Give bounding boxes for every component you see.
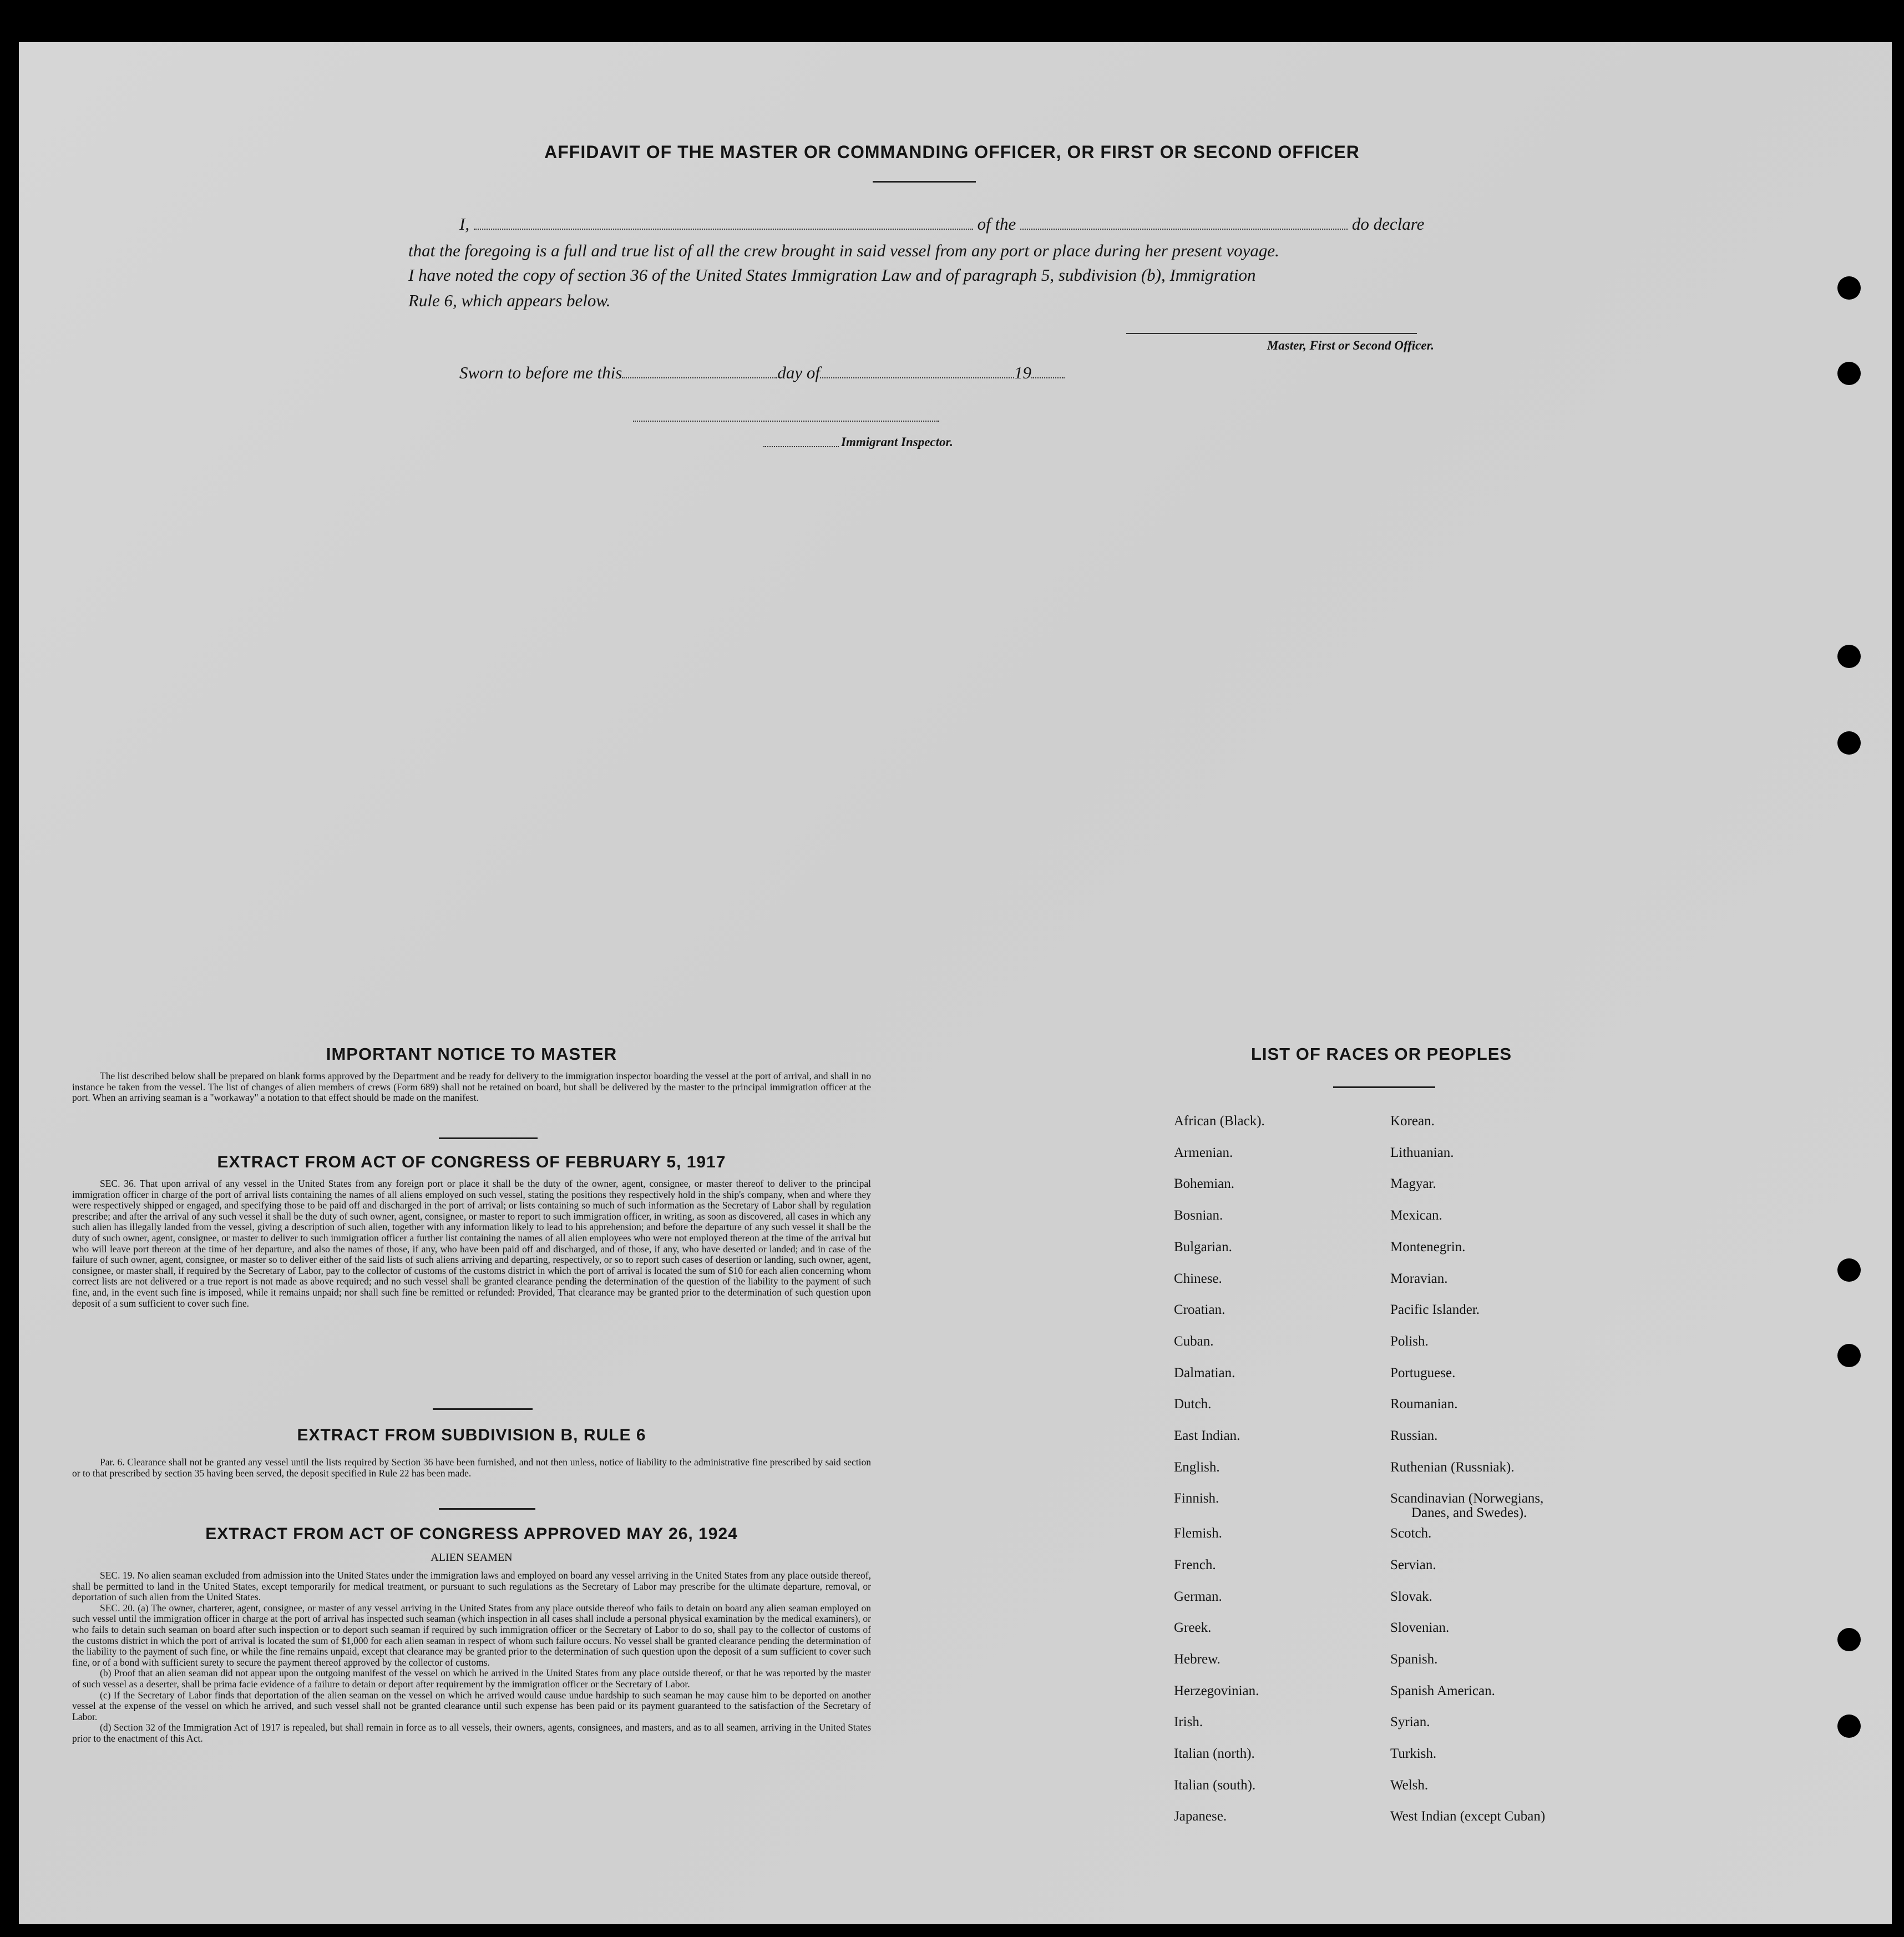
race-item: Lithuanian. (1390, 1145, 1454, 1160)
declarant-prefix: I, (459, 214, 470, 234)
race-item: Danes, and Swedes). (1411, 1505, 1527, 1521)
extract-1924-title: EXTRACT FROM ACT OF CONGRESS APPROVED MAY 26, 1924 (205, 1525, 738, 1543)
race-item: Herzegovinian. (1174, 1683, 1259, 1698)
extract-rule6-text: Par. 6. Clearance shall not be granted any vessel until the lists required by Section 36 have been furnished, and not then unless, notice of liability to the administrative fine prescribed by said section or to that prescribed by section 35 having been served, the deposit specified in Rule 22 has been made. (72, 1456, 871, 1479)
punch-hole (1837, 645, 1861, 668)
sworn-prefix: Sworn to before me this (459, 363, 622, 382)
of-the-label: of the (977, 214, 1016, 234)
punch-hole (1837, 1258, 1861, 1282)
race-item: Hebrew. (1174, 1651, 1221, 1667)
race-item: Scotch. (1390, 1526, 1432, 1541)
race-item: Spanish. (1390, 1651, 1438, 1667)
inspector-signature-line (633, 421, 939, 422)
declaration-line-2: that the foregoing is a full and true list of all the crew brought in said vessel from any port or place during her present voyage. (408, 241, 1279, 260)
extract-1917-title: EXTRACT FROM ACT OF CONGRESS OF FEBRUARY 5, 1917 (217, 1153, 726, 1171)
extract-rule6-title: EXTRACT FROM SUBDIVISION B, RULE 6 (297, 1426, 646, 1444)
race-item: Moravian. (1390, 1271, 1448, 1286)
title-underline (873, 181, 976, 183)
extract-1924-body (72, 1570, 871, 1744)
race-item: English. (1174, 1459, 1220, 1475)
race-item: Pacific Islander. (1390, 1302, 1480, 1318)
sec-19-text: SEC. 19. No alien seaman excluded from admission into the United States under the immigration laws and employed on board any vessel arriving in the United States from any place outside thereof, shall be permitted to land in the United States, except temporarily for medical treatment, or pursuant to such regulations as the Secretary of Labor may prescribe for the ultimate departure, removal, or deportation of such alien from the United States. (72, 1570, 871, 1603)
race-item: Italian (north). (1174, 1746, 1255, 1761)
declarant-name-blank (474, 229, 973, 230)
race-item: Korean. (1390, 1114, 1435, 1129)
sworn-year-blank (1031, 377, 1065, 378)
races-title: LIST OF RACES OR PEOPLES (1250, 1044, 1512, 1064)
document-sheet (19, 42, 1892, 1924)
race-item: Irish. (1174, 1715, 1203, 1730)
inspector-dots (763, 446, 839, 447)
race-item: Portuguese. (1390, 1365, 1456, 1380)
sec-20b-text: (b) Proof that an alien seaman did not appear upon the outgoing manifest of the vessel on which he arrived in the United States from any place outside thereof, or that he was reported by the master of such vessel as a deserter, shall be prima facie evidence of a failure to detain or deport after requirement by the immigration officer or the Secretary of Labor. (72, 1667, 871, 1690)
punch-hole (1837, 731, 1861, 755)
declaration-line-1 (459, 214, 1441, 234)
sworn-line (459, 363, 1181, 383)
race-item: Mexican. (1390, 1208, 1442, 1223)
race-item: Turkish. (1390, 1746, 1437, 1761)
race-item: Scandinavian (Norwegians, (1390, 1491, 1544, 1506)
inspector-caption: Immigrant Inspector. (841, 435, 953, 449)
punch-hole (1837, 276, 1861, 300)
race-item: Russian. (1390, 1428, 1438, 1443)
do-declare-label: do declare (1351, 214, 1425, 234)
divider-2 (433, 1408, 533, 1410)
sworn-month-blank (820, 377, 1014, 378)
race-item: Armenian. (1174, 1145, 1233, 1160)
race-item: Greek. (1174, 1620, 1212, 1636)
race-item: Chinese. (1174, 1271, 1222, 1286)
extract-1917-text: SEC. 36. That upon arrival of any vessel in the United States from any foreign port or place it shall be the duty of the owner, agent, consignee, or master thereof to deliver to the principal immigration officer in charge of the port of arrival lists containing the names of all aliens employed on such vessel, stating the positions they respectively hold in the ship's company, when and where they were respectively shipped or engaged, and specifying those to be paid off and discharged in the port of arrival; or lists containing so much of such information as the Secretary of Labor shall by regulation prescribe; and after the arrival of any such vessel it shall be the duty of such owner, agent, consignee, or master to report to such immigration officer, in writing, as soon as discovered, all cases in which any such alien has illegally landed from the vessel, giving a description of such alien, together with any information likely to lead to his apprehension; and before the departure of any such vessel it shall be the duty of such owner, agent, consignee, or master to deliver to such immigration officer a further list containing the names of all alien employees who were not employed thereon at the time of the arrival but who will leave port thereon at the time of her departure, and also the names of those, if any, who have been paid off and discharged, and of those, if any, who have deserted or landed; and in case of the failure of such owner, agent, consignee, or master so to deliver either of the said lists of such aliens arriving and departing, respectively, or so to report such cases of desertion or landing, such owner, agent, consignee, or master shall, if required by the Secretary of Labor, pay to the collector of customs of the customs district in which the port of arrival is located the sum of $10 for each alien concerning whom correct lists are not delivered or a true report is not made as above required; and no such vessel shall be granted clearance pending the determination of the question of the liability to the payment of such fine, and, in the event such fine is imposed, while it remains unpaid; nor shall such fine be remitted or refunded: Provided, That clearance may be granted prior to the determination of such question upon deposit of a sum sufficient to cover such fine. (72, 1178, 871, 1309)
punch-hole (1837, 1715, 1861, 1738)
declaration-line-4: Rule 6, which appears below. (408, 291, 611, 310)
vessel-name-blank (1020, 229, 1348, 230)
race-item: Syrian. (1390, 1715, 1430, 1730)
sec-20d-text: (d) Section 32 of the Immigration Act of 1917 is repealed, but shall remain in force as to all vessels, their owners, agents, consignees, and masters, and as to all seamen, arriving in the United States prior to the enactment of this Act. (72, 1722, 871, 1744)
race-item: East Indian. (1174, 1428, 1240, 1443)
race-item: Finnish. (1174, 1491, 1219, 1506)
affidavit-title: AFFIDAVIT OF THE MASTER OR COMMANDING OFFICER, OR FIRST OR SECOND OFFICER (544, 142, 1360, 162)
race-item: Ruthenian (Russniak). (1390, 1459, 1515, 1475)
year-prefix: 19 (1014, 363, 1031, 382)
master-signature-line (1126, 333, 1417, 334)
race-item: Roumanian. (1390, 1397, 1458, 1412)
race-item: Montenegrin. (1390, 1239, 1466, 1255)
divider-1 (439, 1137, 538, 1139)
notice-title: IMPORTANT NOTICE TO MASTER (326, 1044, 617, 1064)
race-item: Slovak. (1390, 1589, 1432, 1604)
race-item: Bosnian. (1174, 1208, 1223, 1223)
punch-hole (1837, 1344, 1861, 1367)
divider-3 (439, 1508, 535, 1510)
race-item: Cuban. (1174, 1333, 1214, 1349)
race-item: Flemish. (1174, 1526, 1222, 1541)
race-item: German. (1174, 1589, 1222, 1604)
day-of-label: day of (777, 363, 820, 382)
race-item: Italian (south). (1174, 1777, 1256, 1793)
race-item: Japanese. (1174, 1809, 1227, 1824)
punch-hole (1837, 362, 1861, 385)
race-item: Spanish American. (1390, 1683, 1495, 1698)
race-item: Bulgarian. (1174, 1239, 1232, 1255)
sec-20a-text: SEC. 20. (a) The owner, charterer, agent, consignee, or master of any vessel arriving in the United States from any place outside thereof who fails to detain on board any alien seaman employed on such vessel until the immigration officer in charge at the port of arrival has inspected such seaman (which inspection in all cases shall include a personal physical examination by the medical examiners), or who fails to detain such seaman on board after such inspection or to deport such seaman if required by such immigration officer or the Secretary of Labor to do so, shall pay to the collector of customs of the customs district in which the port of arrival is located the sum of $1,000 for each alien seaman in respect of whom such failure occurs. No vessel shall be granted clearance pending the determination of the liability to the payment of such fine, or while the fine remains unpaid, except that clearance may be granted prior to the determination of such question upon the deposit of a sum sufficient to cover such fine, or of a bond with sufficient surety to secure the payment thereof approved by the collector of customs. (72, 1602, 871, 1668)
race-item: Slovenian. (1390, 1620, 1450, 1636)
master-signature-caption: Master, First or Second Officer. (1267, 338, 1434, 352)
race-item: Servian. (1390, 1557, 1436, 1572)
sworn-day-blank (622, 377, 777, 378)
notice-text: The list described below shall be prepared on blank forms approved by the Department and be ready for delivery to the immigration inspector boarding the vessel at the port of arrival, and shall in no instance be taken from the vessel. The list of changes of alien members of crews (Form 689) shall not be retained on board, but shall be delivered by the master to the principal immigration officer at the port. When an arriving seaman is a "workaway" a notation to that effect should be made on the manifest. (72, 1070, 871, 1104)
race-item: Dutch. (1174, 1397, 1212, 1412)
race-item: Croatian. (1174, 1302, 1226, 1318)
race-item: Bohemian. (1174, 1176, 1235, 1192)
race-item: West Indian (except Cuban) (1390, 1809, 1546, 1824)
race-item: Polish. (1390, 1333, 1429, 1349)
race-item: French. (1174, 1557, 1216, 1572)
extract-1924-subtitle: ALIEN SEAMEN (431, 1551, 513, 1564)
punch-hole (1837, 1628, 1861, 1651)
races-title-underline (1333, 1086, 1435, 1088)
race-item: Dalmatian. (1174, 1365, 1235, 1380)
declaration-line-3: I have noted the copy of section 36 of the United States Immigration Law and of paragraph 5, subdivision (b), Immigration (408, 265, 1256, 285)
race-item: African (Black). (1174, 1114, 1265, 1129)
sec-20c-text: (c) If the Secretary of Labor finds that deportation of the alien seaman on the vessel on which he arrived would cause undue hardship to such seaman he may cause him to be deported on another vessel at the expense of the vessel on which he arrived, and such vessel shall not be granted clearance until such expense has been paid or its payment guaranteed to the satisfaction of the Secretary of Labor. (72, 1689, 871, 1722)
race-item: Welsh. (1390, 1777, 1429, 1793)
race-item: Magyar. (1390, 1176, 1436, 1192)
